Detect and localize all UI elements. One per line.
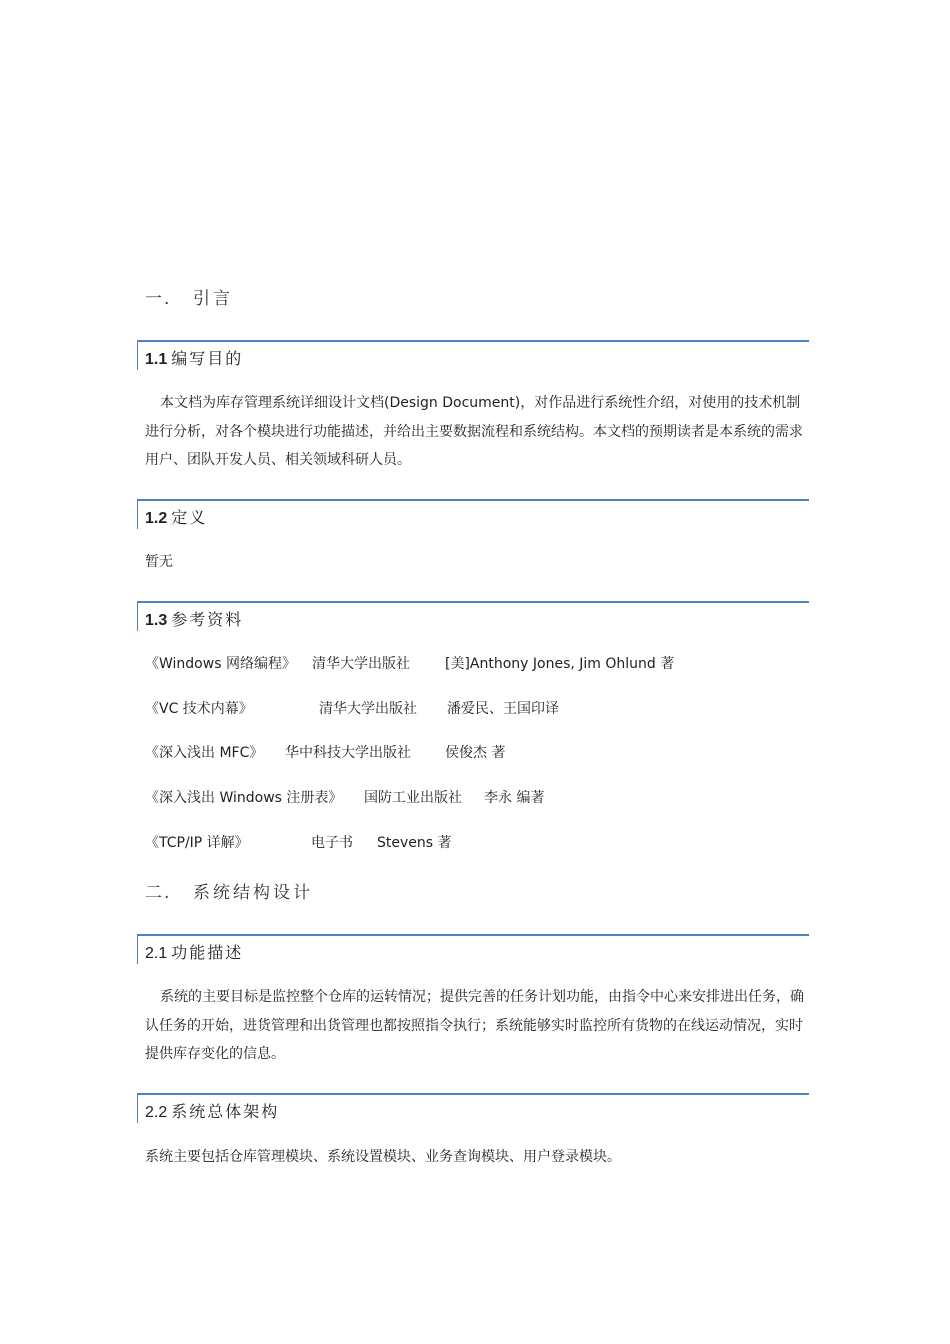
reference-book: 《Windows 网络编程》 — [145, 656, 296, 672]
reference-book: 《VC 技术内幕》 — [145, 701, 253, 717]
subsection-heading-1-2 — [137, 499, 809, 529]
subsection-title: 功能描述 — [171, 943, 244, 962]
subsection-title: 参考资料 — [171, 610, 244, 629]
reference-author: 潘爱民、王国印译 — [447, 701, 559, 717]
paragraph-purpose: 本文档为库存管理系统详细设计文档(Design Document)，对作品进行系统性介绍，对使用的技术机制进行分析，对各个模块进行功能描述，并给出主要数据流程和系统结构。本文档的预期读者是本系统的需求用户、团队开发人员、相关领域科研人员。 — [145, 395, 803, 468]
reference-author: [美]Anthony Jones, Jim Ohlund 著 — [445, 656, 675, 672]
subsection-heading-2-1 — [137, 934, 809, 964]
subsection-heading-2-2 — [137, 1093, 809, 1123]
reference-author: Stevens 著 — [377, 835, 452, 851]
subsection-heading-1-1 — [137, 340, 809, 370]
reference-author: 侯俊杰 著 — [445, 745, 506, 761]
section-title: 引言 — [193, 289, 233, 309]
subsection-number: 1.2 — [145, 510, 168, 527]
reference-book: 《深入浅出 MFC》 — [145, 745, 264, 761]
subsection-number: 2.2 — [145, 1104, 168, 1121]
section-heading-1 — [145, 284, 233, 309]
subsection-heading-1-3 — [137, 601, 809, 631]
reference-book: 《TCP/IP 详解》 — [145, 835, 249, 851]
subsection-number: 2.1 — [145, 945, 168, 962]
subsection-title: 定义 — [171, 508, 208, 527]
section-number: 二. — [145, 883, 172, 903]
paragraph-definitions: 暂无 — [145, 554, 173, 570]
paragraph-architecture: 系统主要包括仓库管理模块、系统设置模块、业务查询模块、用户登录模块。 — [145, 1149, 621, 1165]
reference-publisher: 电子书 — [311, 835, 353, 851]
reference-book: 《深入浅出 Windows 注册表》 — [145, 790, 343, 806]
paragraph-function: 系统的主要目标是监控整个仓库的运转情况；提供完善的任务计划功能，由指令中心来安排进出任务，确认任务的开始，进货管理和出货管理也都按照指令执行；系统能够实时监控所有货物的在线运动情况，实时提供库存变化的信息。 — [145, 989, 804, 1062]
section-number: 一. — [145, 289, 172, 309]
subsection-title: 系统总体架构 — [171, 1102, 280, 1121]
reference-publisher: 清华大学出版社 — [312, 656, 410, 672]
subsection-number: 1.1 — [145, 351, 168, 368]
reference-publisher: 清华大学出版社 — [319, 701, 417, 717]
section-title: 系统结构设计 — [193, 883, 313, 903]
subsection-number: 1.3 — [145, 612, 168, 629]
subsection-title: 编写目的 — [171, 349, 244, 368]
section-heading-2 — [145, 878, 313, 903]
reference-publisher: 国防工业出版社 — [364, 790, 462, 806]
reference-publisher: 华中科技大学出版社 — [285, 745, 411, 761]
reference-author: 李永 编著 — [484, 790, 545, 806]
